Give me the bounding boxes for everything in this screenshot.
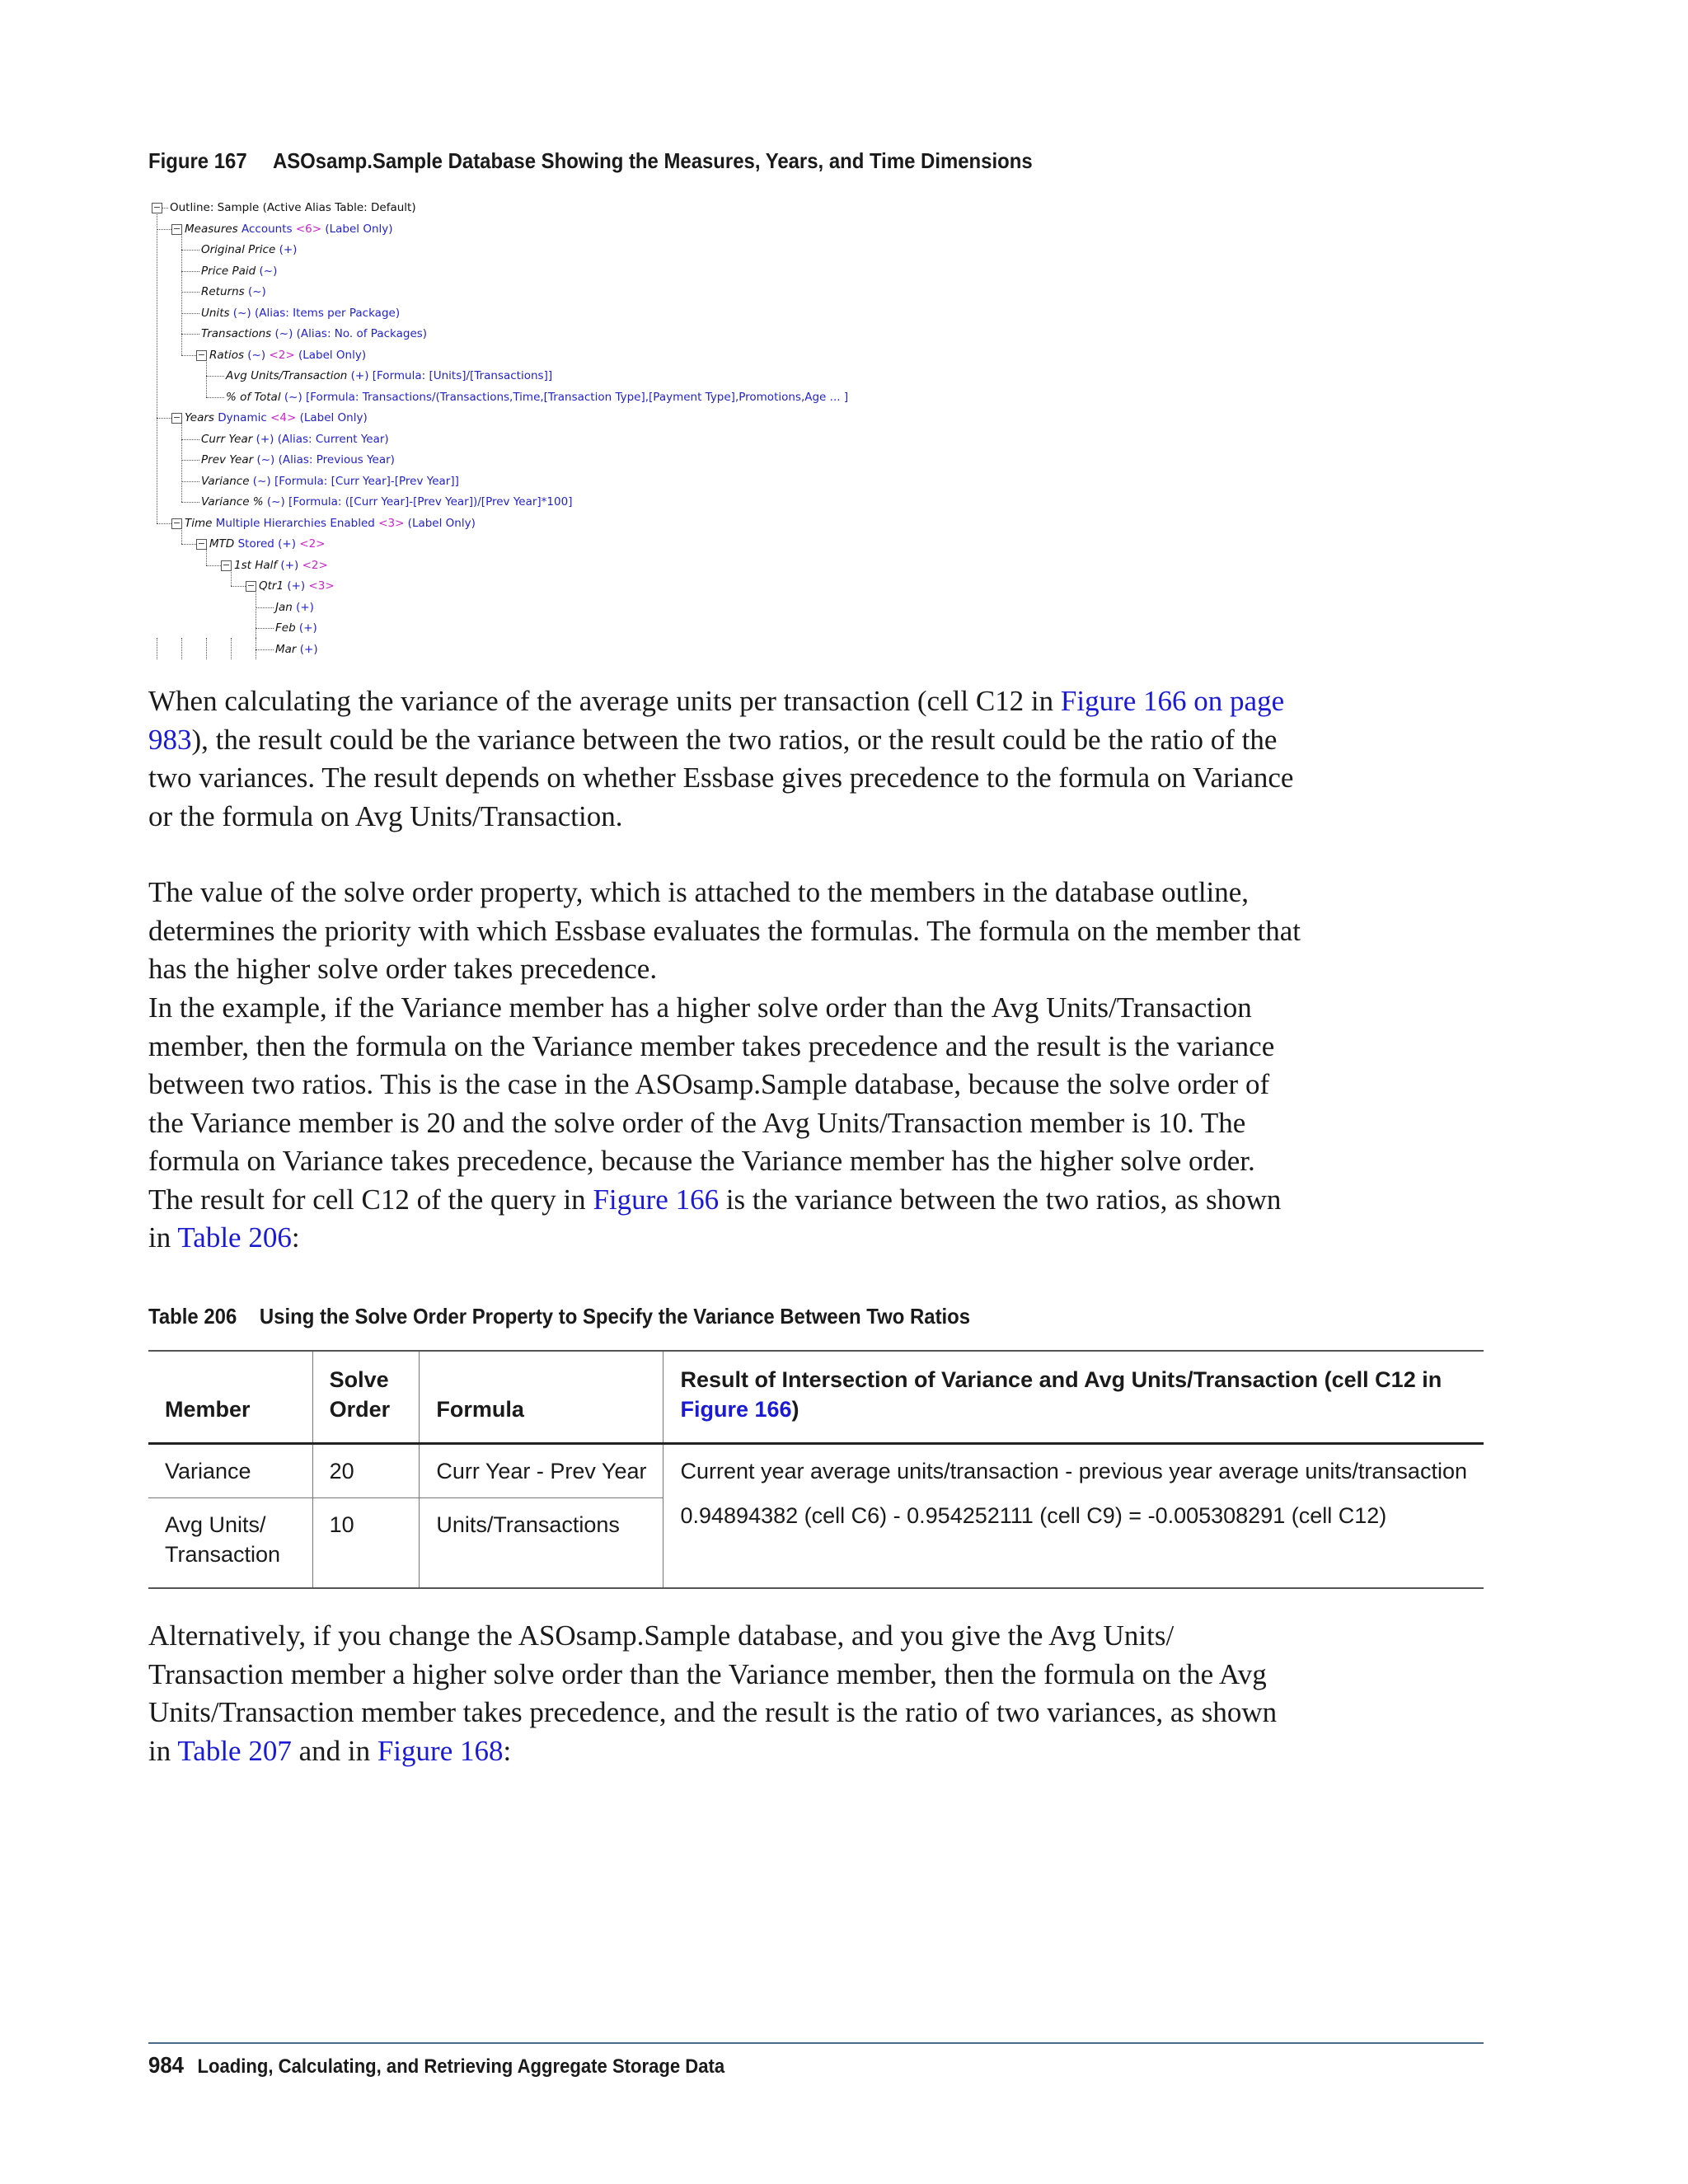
outline-member [185,515,476,532]
figure-caption [148,148,1033,174]
outline-member [259,578,335,594]
cell-solve-order: 20 [312,1444,420,1498]
header-member: Member [165,1397,251,1422]
outline-member-label: Original Price [201,243,276,256]
outline-member [201,494,572,510]
outline-member-label: % of Total [226,390,281,404]
result-line-2: 0.94894382 (cell C6) - 0.954252111 (cell C9) = -0.005308291 (cell C12) [680,1503,1387,1528]
link-figure-166-page-983[interactable]: Figure 166 on page 983 [148,685,1285,756]
outline-member-property: <2> [269,348,295,362]
outline-member [226,389,848,405]
outline-member-property: <3> [308,579,335,593]
outline-member [201,473,459,490]
paragraph-1 [148,682,1302,836]
outline-member-property: Stored (+) [234,537,300,551]
outline-member [185,410,368,426]
footer-rule [148,2042,1484,2044]
expand-toggle-icon[interactable]: − [246,580,256,591]
tree-connector [181,439,199,440]
outline-member-property: <3> [378,516,405,530]
outline-member [275,641,318,658]
outline-member-label: Measures [185,222,238,236]
header-result [663,1351,1484,1444]
tree-connector [181,638,182,659]
outline-member [275,620,317,636]
tree-connector [206,638,207,659]
cell-solve-order: 10 [312,1498,420,1589]
outline-member-property: (~) (Alias: Items per Package) [229,306,401,320]
cell-formula: Units/Transactions [420,1498,663,1589]
header-result-text: Result of Intersection of Variance and Avg Units/Transaction (cell C12 in [680,1367,1442,1392]
outline-member-label: Variance [201,474,250,488]
outline-member-property: (+) [284,579,309,593]
expand-toggle-icon[interactable]: − [172,412,181,423]
outline-member-property: Accounts [237,222,296,236]
outline-member-label: Variance % [201,495,264,509]
outline-member-label: Curr Year [201,432,253,446]
table-caption [148,1304,970,1329]
outline-member-property: (~) (Alias: No. of Packages) [271,327,428,340]
cell-member: Variance [148,1444,312,1498]
outline-member [201,263,277,279]
tree-connector [181,271,199,272]
outline-member [185,221,393,237]
outline-member-property: Multiple Hierarchies Enabled [212,516,379,530]
outline-member-property: (+) [296,642,318,656]
outline-member [201,305,400,321]
outline-member [209,347,366,363]
outline-member-label: Transactions [201,327,272,340]
outline-root-label: Outline: Sample (Active Alias Table: Default) [170,201,416,214]
paragraph-1-text-a: When calculating the variance of the average units per transaction (cell C12 in [148,685,1061,717]
tree-connector [181,423,182,502]
tree-connector [181,334,199,335]
tree-connector [181,460,199,461]
tree-connector [256,628,274,629]
solve-order-table [148,1350,1484,1589]
outline-member-label: Prev Year [201,453,254,466]
tree-connector [256,607,274,608]
tree-connector [181,250,199,251]
outline-member-property: (~) [Formula: Transactions/(Transactions,Time,[Transaction Type],[Payment Type],Promotions,Age ... ] [280,390,849,404]
paragraph-4-text-a: Alternatively, if you change the ASOsamp.Sample database, and you give the Avg Units/ Transaction member a higher solve order than the Variance member, then the formula on the Avg Units/Transaction member takes precedence, and the result is the ratio of two variances, as shown in [148,1619,1278,1767]
outline-member-label: 1st Half [234,558,278,572]
outline-member-property: (+) [277,558,302,572]
paragraph-4 [148,1617,1302,1770]
expand-toggle-icon[interactable]: − [172,223,181,234]
outline-member-property: <4> [270,411,297,424]
outline-member-property: (Label Only) [294,348,367,362]
expand-toggle-icon[interactable]: − [172,517,181,528]
table-row [148,1444,1484,1498]
outline-member [209,536,326,552]
expand-toggle-icon[interactable]: − [222,559,231,570]
outline-member-property: (+) [275,243,298,256]
outline-member-label: Feb [275,621,296,635]
tree-connector [231,570,232,587]
tree-connector [206,376,224,377]
header-result-end: ) [791,1397,799,1422]
tree-connector [206,549,207,565]
header-formula: Formula [420,1351,663,1444]
tree-connector [181,528,182,545]
expand-toggle-icon[interactable]: − [197,538,206,549]
outline-member-label: Jan [275,600,293,614]
tree-connector [181,313,199,314]
paragraph-1-text-b: ), the result could be the variance between the two ratios, or the result could be the ratio of the two variances. The result depends on whether Essbase gives precedence to the formula on Variance or the formula on Avg Units/Transaction. [148,723,1294,832]
cell-formula: Curr Year - Prev Year [420,1444,663,1498]
tree-connector [162,208,168,209]
tree-connector [256,649,274,650]
tree-connector [181,292,199,293]
table-header-row [148,1351,1484,1444]
outline-member-label: Time [185,516,213,530]
link-figure-166[interactable]: Figure 166 [593,1183,720,1216]
outline-member-property: (~) (Alias: Previous Year) [253,453,395,466]
tree-connector [181,234,182,355]
link-table-207[interactable]: Table 207 [177,1734,292,1767]
outline-member-property: (Label Only) [321,222,393,236]
outline-member-label: Avg Units/Transaction [226,369,348,382]
footer-title: Loading, Calculating, and Retrieving Aggregate Storage Data [197,2055,725,2078]
page-number: 984 [148,2052,184,2078]
outline-member-property: (Label Only) [296,411,368,424]
outline-member [201,431,389,448]
outline-member [201,326,427,342]
header-link-figure-166[interactable]: Figure 166 [680,1397,792,1422]
paragraph-3-text-c: : [291,1221,300,1254]
expand-toggle-icon[interactable]: − [197,349,206,360]
outline-member-property: (~) [256,264,278,278]
outline-member-property: (+) [292,600,314,614]
outline-member-property: Dynamic [213,411,271,424]
outline-member-label: Years [185,411,214,424]
outline-member-property: (+) [Formula: [Units]/[Transactions]] [347,369,553,382]
paragraph-4-text-b: and in [291,1734,377,1767]
outline-member-property: (~) [Formula: [Curr Year]-[Prev Year]] [249,474,459,488]
outline-member-property: (Label Only) [404,516,476,530]
tree-connector [206,397,224,398]
outline-member-property: <2> [299,537,326,551]
outline-member-label: MTD [209,537,235,551]
outline-member-label: Units [201,306,230,320]
outline-member-label: Qtr1 [259,579,284,593]
figure-number: Figure 167 [148,148,247,173]
cell-member: Avg Units/ Transaction [165,1512,281,1567]
paragraph-3-text-b: is the variance between the two ratios, as shown in [148,1183,1282,1254]
outline-member-label: Returns [201,285,245,298]
link-table-206[interactable]: Table 206 [177,1221,292,1254]
outline-member-property: (~) [Formula: ([Curr Year]-[Prev Year])/[Prev Year]*100] [263,495,573,509]
outline-member-property: (~) [244,348,270,362]
outline-member-property: (~) [244,285,266,298]
tree-connector [181,502,199,503]
table-number: Table 206 [148,1304,237,1329]
outline-member [201,452,395,468]
outline-member [201,241,297,258]
header-solve-order: Solve Order [312,1351,420,1444]
paragraph-3 [148,989,1302,1258]
result-line-1: Current year average units/transaction - previous year average units/transaction [680,1459,1467,1483]
figure-title: ASOsamp.Sample Database Showing the Measures, Years, and Time Dimensions [272,148,1033,173]
paragraph-2: The value of the solve order property, which is attached to the members in the database outline, determines the priority with which Essbase evaluates the formulas. The formula on the member that has the higher solve order takes precedence. [148,876,1301,985]
link-figure-168[interactable]: Figure 168 [377,1734,504,1767]
outline-member-property: (+) (Alias: Current Year) [252,432,389,446]
outline-member-label: Mar [275,642,297,656]
outline-member-property: (+) [295,621,317,635]
outline-member [275,599,314,616]
collapse-toggle-icon[interactable]: − [152,202,162,213]
table-title: Using the Solve Order Property to Specify the Variance Between Two Ratios [259,1304,971,1329]
outline-member [234,557,328,574]
paragraph-4-text-c: : [503,1734,512,1767]
outline-member-property: <2> [302,558,328,572]
page-footer [148,2052,724,2079]
paragraph-3-text-a: In the example, if the Variance member has a higher solve order than the Avg Units/Transaction member, then the formula on the Variance member takes precedence and the result is the variance between two ratios. This is the case in the ASOsamp.Sample database, because the solve order of the Variance member is 20 and the solve order of the Avg Units/Transaction member is 10. The formula on Variance takes precedence, because the Variance member has the higher solve order. The result for cell C12 of the query in [148,991,1275,1216]
outline-member-property: <6> [295,222,322,236]
tree-connector [206,360,207,397]
tree-connector [231,638,232,659]
outline-member [226,368,552,384]
tree-connector [181,481,199,482]
outline-tree [152,199,976,661]
cell-result [663,1444,1484,1589]
outline-member-label: Price Paid [201,264,256,278]
outline-member-label: Ratios [209,348,244,362]
outline-member [201,284,266,300]
